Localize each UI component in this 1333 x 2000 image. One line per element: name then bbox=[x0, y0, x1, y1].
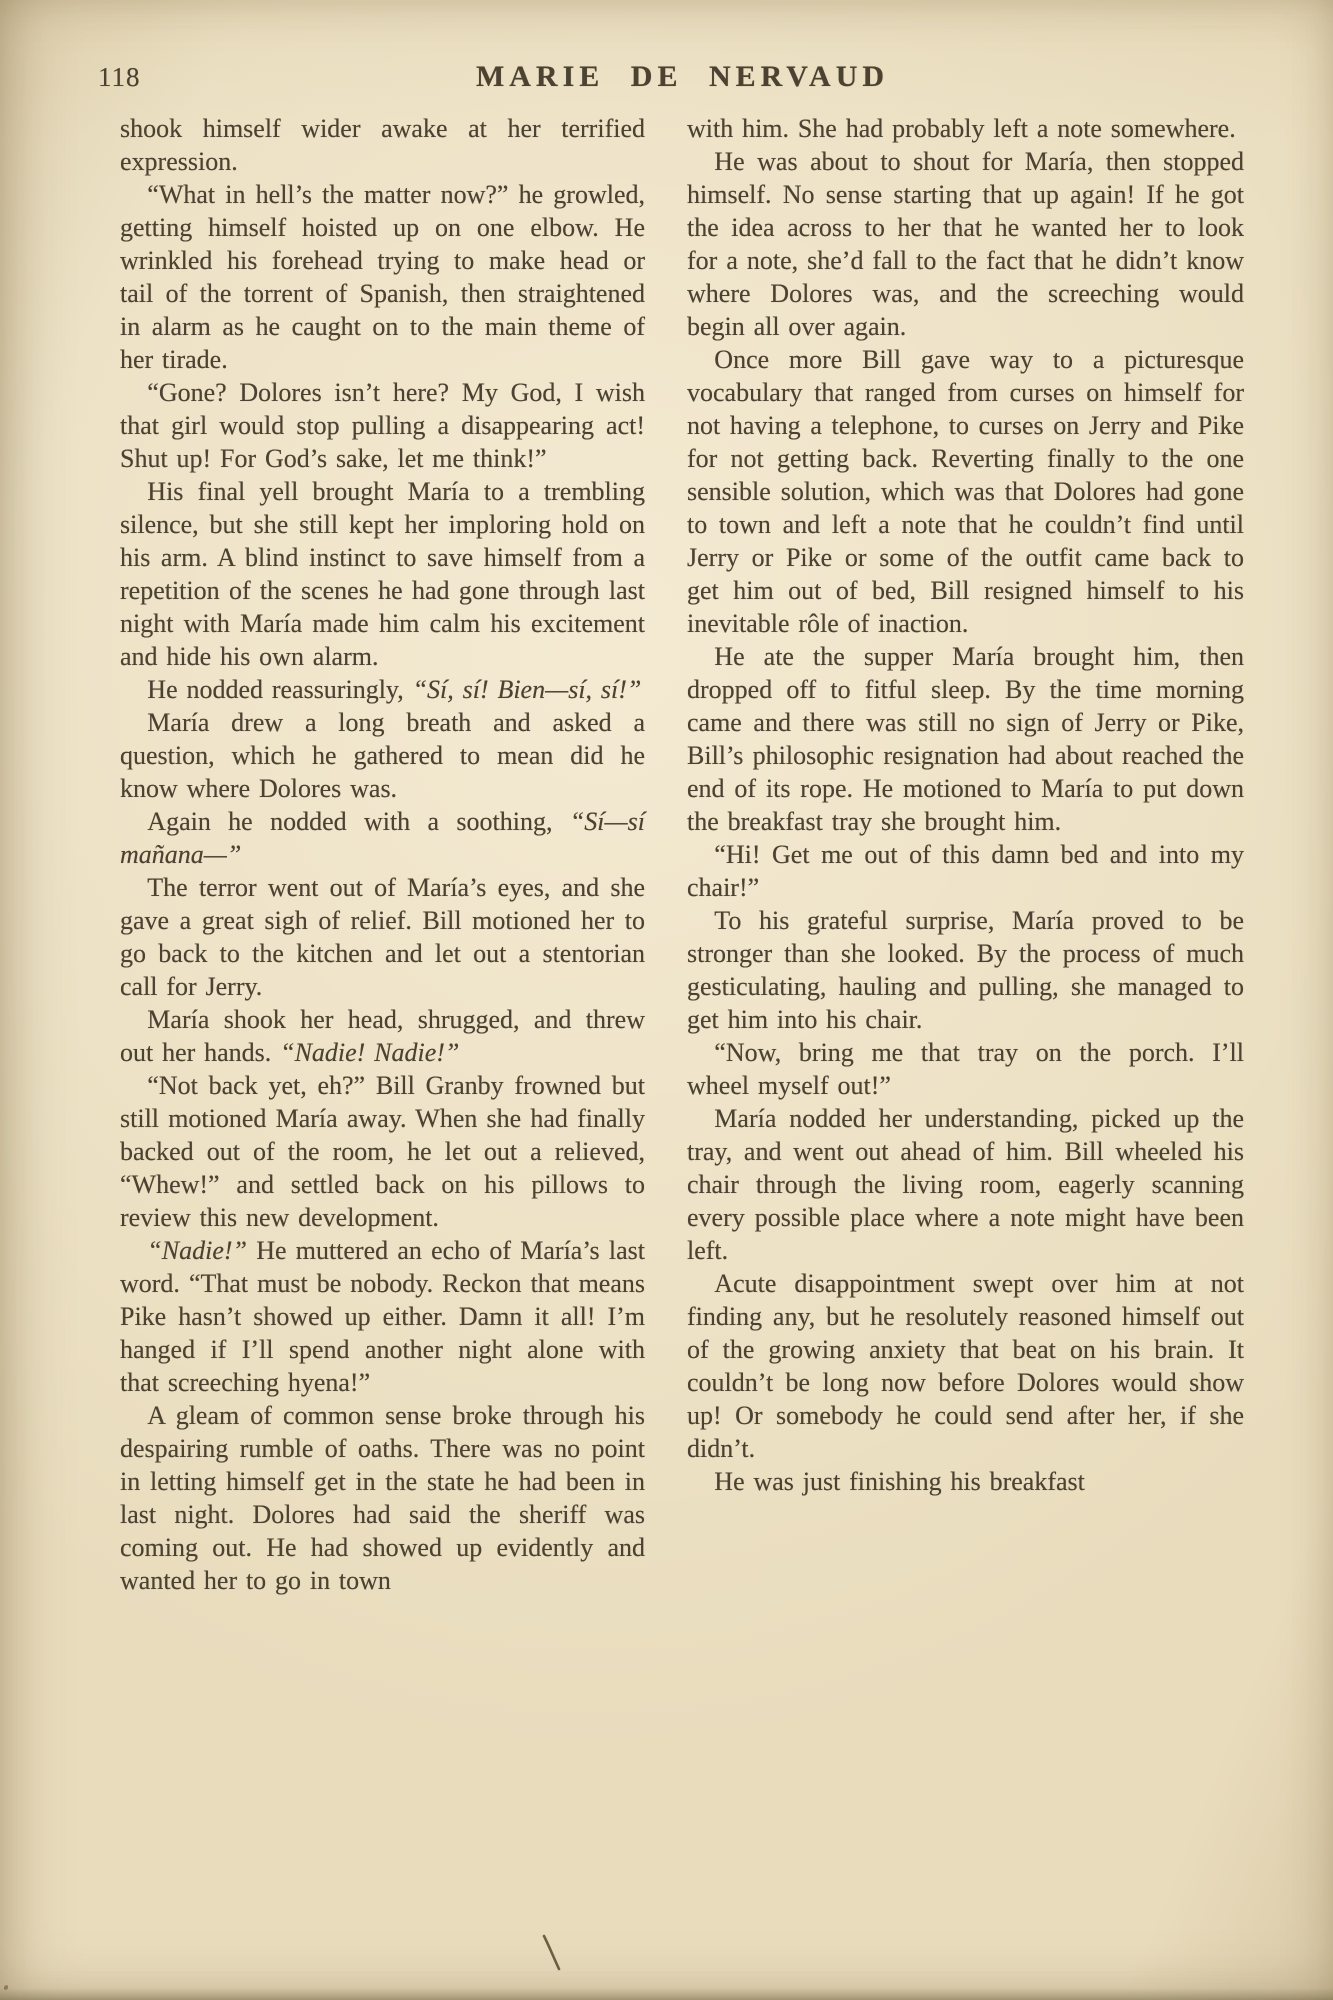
text-run: The terror went out of María’s eyes, and she gave a great sigh of relief. Bill motioned her to go back to the kitchen and let out a stentorian call for Jerry. bbox=[120, 873, 645, 1001]
text-run: shook himself wider awake at her terrified expression. bbox=[120, 114, 645, 176]
pen-mark bbox=[540, 1933, 566, 1975]
paragraph bbox=[120, 1069, 645, 1234]
text-run: “Now, bring me that tray on the porch. I’ll wheel myself out!” bbox=[687, 1038, 1244, 1100]
paragraph bbox=[687, 1036, 1244, 1102]
paragraph bbox=[120, 871, 645, 1003]
paragraph bbox=[120, 178, 645, 376]
text-run: He ate the supper María brought him, then dropped off to fitful sleep. By the time morning came and there was still no sign of Jerry or Pike, Bill’s philosophic resignation had about reached the end of its rope. He motioned to María to put down the breakfast tray she brought him. bbox=[687, 642, 1244, 836]
text-run: María drew a long breath and asked a question, which he gathered to mean did he know where Dolores was. bbox=[120, 708, 645, 803]
right-column bbox=[687, 112, 1244, 1597]
paragraph bbox=[687, 904, 1244, 1036]
italic-text-run: “Sí, sí! Bien—sí, sí!” bbox=[412, 675, 642, 704]
text-run: To his grateful surprise, María proved to be stronger than she looked. By the process of much gesticulating, hauling and pulling, she managed to get him into his chair. bbox=[687, 906, 1244, 1034]
paragraph bbox=[120, 805, 645, 871]
text-run: María nodded her understanding, picked up the tray, and went out ahead of him. Bill wheeled his chair through the living room, eagerly scanning every possible place where a note might have been left. bbox=[687, 1104, 1244, 1265]
running-header-title: MARIE DE NERVAUD bbox=[475, 60, 890, 93]
paragraph bbox=[120, 475, 645, 673]
paragraph bbox=[120, 673, 645, 706]
page-bottom-shadow bbox=[0, 1988, 1333, 2000]
text-run: “What in hell’s the matter now?” he growled, getting himself hoisted up on one elbow. He wrinkled his forehead trying to make head or tail of the torrent of Spanish, then straightened in alarm as he caught on to the main theme of her tirade. bbox=[120, 180, 645, 374]
page-number: 118 bbox=[98, 62, 141, 92]
paragraph bbox=[687, 1267, 1244, 1465]
page-header bbox=[98, 60, 1245, 94]
text-run: Acute disappointment swept over him at not finding any, but he resolutely reasoned himself out of the growing anxiety that beat on his brain. It couldn’t be long now before Dolores would show up! Or somebody he could send after her, if she didn’t. bbox=[687, 1269, 1244, 1463]
paragraph bbox=[120, 376, 645, 475]
text-run: with him. She had probably left a note somewhere. bbox=[687, 114, 1236, 143]
text-run: María shook her head, shrugged, and threw out her hands. bbox=[120, 1005, 645, 1067]
text-run: Once more Bill gave way to a picturesque vocabulary that ranged from curses on himself for not having a telephone, to curses on Jerry and Pike for not getting back. Reverting finally to the one sensible solution, which was that Dolores had gone to town and left a note that he couldn’t find until Jerry or Pike or some of the outfit came back to get him out of bed, Bill resigned himself to his inevitable rôle of inaction. bbox=[687, 345, 1244, 638]
italic-text-run: “Nadie!” bbox=[147, 1236, 247, 1265]
italic-text-run: “Nadie! Nadie!” bbox=[280, 1038, 460, 1067]
paragraph bbox=[687, 838, 1244, 904]
text-run: He muttered an echo of María’s last word. “That must be nobody. Reckon that means Pike hasn’t showed up either. Damn it all! I’m hanged if I’ll spend another night alone with that screeching hyena!” bbox=[120, 1236, 645, 1397]
paragraph bbox=[687, 1465, 1244, 1498]
paragraph bbox=[687, 1102, 1244, 1267]
text-run: A gleam of common sense broke through his despairing rumble of oaths. There was no point in letting himself get in the state he had been in last night. Dolores had said the sheriff was coming out. He had showed up evidently and wanted her to go in town bbox=[120, 1401, 645, 1595]
paragraph bbox=[687, 112, 1244, 145]
text-run: His final yell brought María to a trembling silence, but she still kept her imploring hold on his arm. A blind instinct to save himself from a repetition of the scenes he had gone through last night with María made him calm his excitement and hide his own alarm. bbox=[120, 477, 645, 671]
text-run: “Gone? Dolores isn’t here? My God, I wish that girl would stop pulling a disappearing act! Shut up! For God’s sake, let me think!” bbox=[120, 378, 645, 473]
italic-text-run: “Sí—sí mañana—” bbox=[120, 807, 645, 869]
paragraph bbox=[687, 343, 1244, 640]
paragraph bbox=[120, 1399, 645, 1597]
text-run: “Not back yet, eh?” Bill Granby frowned but still motioned María away. When she had finally backed out of the room, he let out a relieved, “Whew!” and settled back on his pillows to review this new development. bbox=[120, 1071, 645, 1232]
text-run: He nodded reassuringly, bbox=[147, 675, 413, 704]
paragraph bbox=[120, 706, 645, 805]
text-run: He was about to shout for María, then stopped himself. No sense starting that up again! If he got the idea across to her that he wanted her to look for a note, she’d fall to the fact that he didn’t know where Dolores was, and the screeching would begin all over again. bbox=[687, 147, 1244, 341]
paragraph bbox=[120, 1234, 645, 1399]
text-columns bbox=[120, 112, 1244, 1597]
paragraph bbox=[687, 145, 1244, 343]
text-run: Again he nodded with a soothing, bbox=[147, 807, 570, 836]
text-run: He was just finishing his breakfast bbox=[714, 1467, 1085, 1496]
text-run: “Hi! Get me out of this damn bed and into my chair!” bbox=[687, 840, 1244, 902]
left-column bbox=[120, 112, 645, 1597]
paragraph bbox=[687, 640, 1244, 838]
paragraph bbox=[120, 112, 645, 178]
paragraph bbox=[120, 1003, 645, 1069]
